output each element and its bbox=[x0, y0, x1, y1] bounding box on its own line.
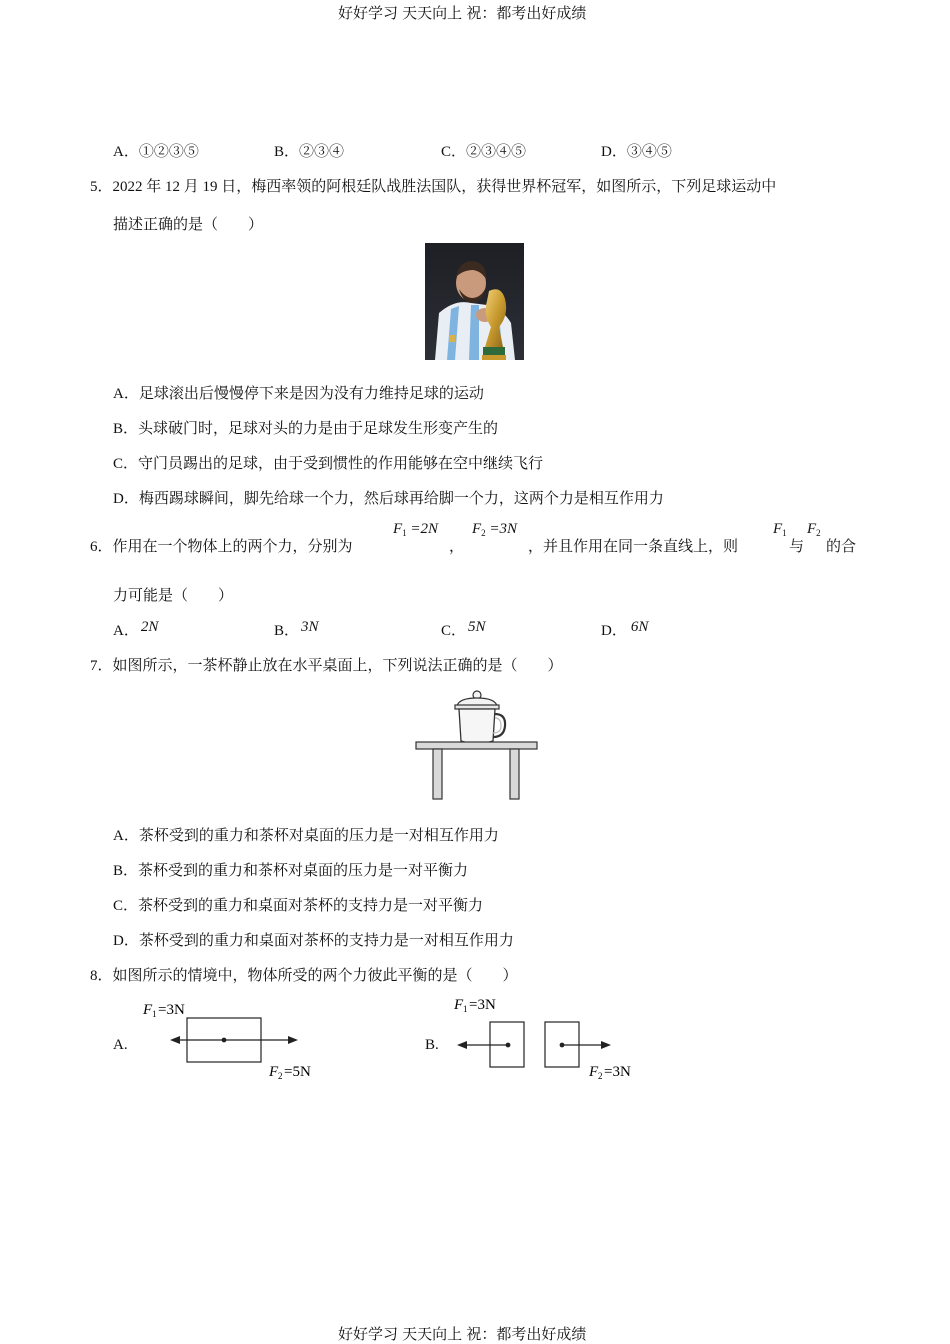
q4-option-b: B．②③④ bbox=[274, 144, 345, 160]
q8-a-f2-value: =5N bbox=[284, 1064, 311, 1080]
q5-option-b: B．头球破门时，足球对头的力是由于足球发生形变产生的 bbox=[113, 421, 499, 437]
q6-option-b-letter: B． bbox=[274, 623, 300, 639]
q6-option-a-value: 2N bbox=[140, 619, 159, 635]
q7-figure-cup-on-table bbox=[413, 686, 541, 804]
q8-b-f2-symbol: F bbox=[589, 1064, 599, 1080]
q6-option-c-value: 5N bbox=[468, 619, 486, 635]
q6-option-a bbox=[113, 619, 158, 640]
q7-option-c: C．茶杯受到的重力和桌面对茶杯的支持力是一对平衡力 bbox=[113, 898, 484, 914]
q6-f2-ref bbox=[807, 521, 821, 538]
q4-option-d: D．③④⑤ bbox=[601, 144, 672, 160]
page-footer: 好好学习 天天向上 祝：都考出好成绩 bbox=[338, 1326, 587, 1343]
q7-option-a: A．茶杯受到的重力和茶杯对桌面的压力是一对相互作用力 bbox=[113, 828, 499, 844]
q5-stem-line1: 5．2022 年 12 月 19 日，梅西率领的阿根廷队战胜法国队，获得世界杯冠军，如图所示，下列足球运动中 bbox=[90, 179, 777, 195]
q8-b-f1-symbol: F bbox=[454, 997, 464, 1013]
q5-option-d: D．梅西踢球瞬间，脚先给球一个力，然后球再给脚一个力，这两个力是相互作用力 bbox=[113, 491, 664, 507]
q6-f2-value: =3N bbox=[489, 521, 518, 537]
q5-photo-messi-trophy bbox=[425, 243, 524, 360]
q8-stem: 8．如图所示的情境中，物体所受的两个力彼此平衡的是（ ） bbox=[90, 968, 518, 984]
q6-f2-subscript: 2 bbox=[481, 528, 486, 538]
q4-option-a: A．①②③⑤ bbox=[113, 144, 199, 160]
q8-option-a-letter: A. bbox=[113, 1037, 128, 1053]
q8-option-b-diagram bbox=[450, 990, 660, 1085]
q6-option-c bbox=[441, 619, 486, 640]
q6-f1-ref-subscript: 1 bbox=[782, 528, 787, 538]
q5-stem-line2: 描述正确的是（ ） bbox=[113, 217, 264, 233]
q8-b-f2-value: =3N bbox=[604, 1064, 631, 1080]
q6-f2-symbol: F bbox=[472, 521, 482, 537]
q6-f2-ref-symbol: F bbox=[807, 521, 817, 537]
q6-option-c-letter: C． bbox=[441, 623, 467, 639]
q8-b-f1-value: =3N bbox=[469, 997, 496, 1013]
q6-yu: 与 bbox=[789, 539, 805, 555]
q6-option-b bbox=[274, 619, 319, 640]
q6-stem-prefix: 6．作用在一个物体上的两个力，分别为 bbox=[90, 539, 353, 555]
q6-stem-line2: 力可能是（ ） bbox=[113, 588, 234, 604]
q8-a-f1-subscript: 1 bbox=[152, 1009, 157, 1019]
q8-option-b-letter: B. bbox=[425, 1037, 439, 1053]
q8-a-f2-subscript: 2 bbox=[278, 1071, 283, 1081]
q7-option-d: D．茶杯受到的重力和桌面对茶杯的支持力是一对相互作用力 bbox=[113, 933, 514, 949]
q6-f1-symbol: F bbox=[393, 521, 403, 537]
q8-option-a-diagram bbox=[140, 995, 340, 1085]
q7-option-b: B．茶杯受到的重力和茶杯对桌面的压力是一对平衡力 bbox=[113, 863, 469, 879]
q6-f2-formula bbox=[472, 521, 517, 538]
q7-stem: 7．如图所示，一茶杯静止放在水平桌面上，下列说法正确的是（ ） bbox=[90, 658, 563, 674]
q6-option-d bbox=[601, 619, 648, 640]
q6-f2-ref-subscript: 2 bbox=[816, 528, 821, 538]
q6-option-b-value: 3N bbox=[301, 619, 319, 635]
q6-f1-value: =2N bbox=[410, 521, 439, 537]
q6-f1-ref-symbol: F bbox=[773, 521, 783, 537]
q5-option-a: A．足球滚出后慢慢停下来是因为没有力维持足球的运动 bbox=[113, 386, 484, 402]
q4-option-c: C．②③④⑤ bbox=[441, 144, 527, 160]
q6-option-a-letter: A． bbox=[113, 623, 139, 639]
q8-b-f1-subscript: 1 bbox=[463, 1004, 468, 1014]
page-header: 好好学习 天天向上 祝：都考出好成绩 bbox=[338, 5, 587, 22]
q6-stem-middle: ，并且作用在同一条直线上，则 bbox=[528, 539, 739, 555]
q6-comma: ， bbox=[449, 539, 465, 555]
q8-a-f1-value: =3N bbox=[158, 1002, 185, 1018]
q6-option-d-letter: D． bbox=[601, 623, 627, 639]
q6-f1-subscript: 1 bbox=[402, 528, 407, 538]
q8-a-f2-symbol: F bbox=[269, 1064, 279, 1080]
q8-b-f2-subscript: 2 bbox=[598, 1071, 603, 1081]
q8-a-f1-symbol: F bbox=[143, 1002, 153, 1018]
q6-f1-ref bbox=[773, 521, 787, 538]
q6-f1-formula bbox=[393, 521, 438, 538]
q6-stem-suffix: 的合 bbox=[826, 539, 857, 555]
q5-option-c: C．守门员踢出的足球，由于受到惯性的作用能够在空中继续飞行 bbox=[113, 456, 544, 472]
q6-option-d-value: 6N bbox=[630, 619, 649, 635]
